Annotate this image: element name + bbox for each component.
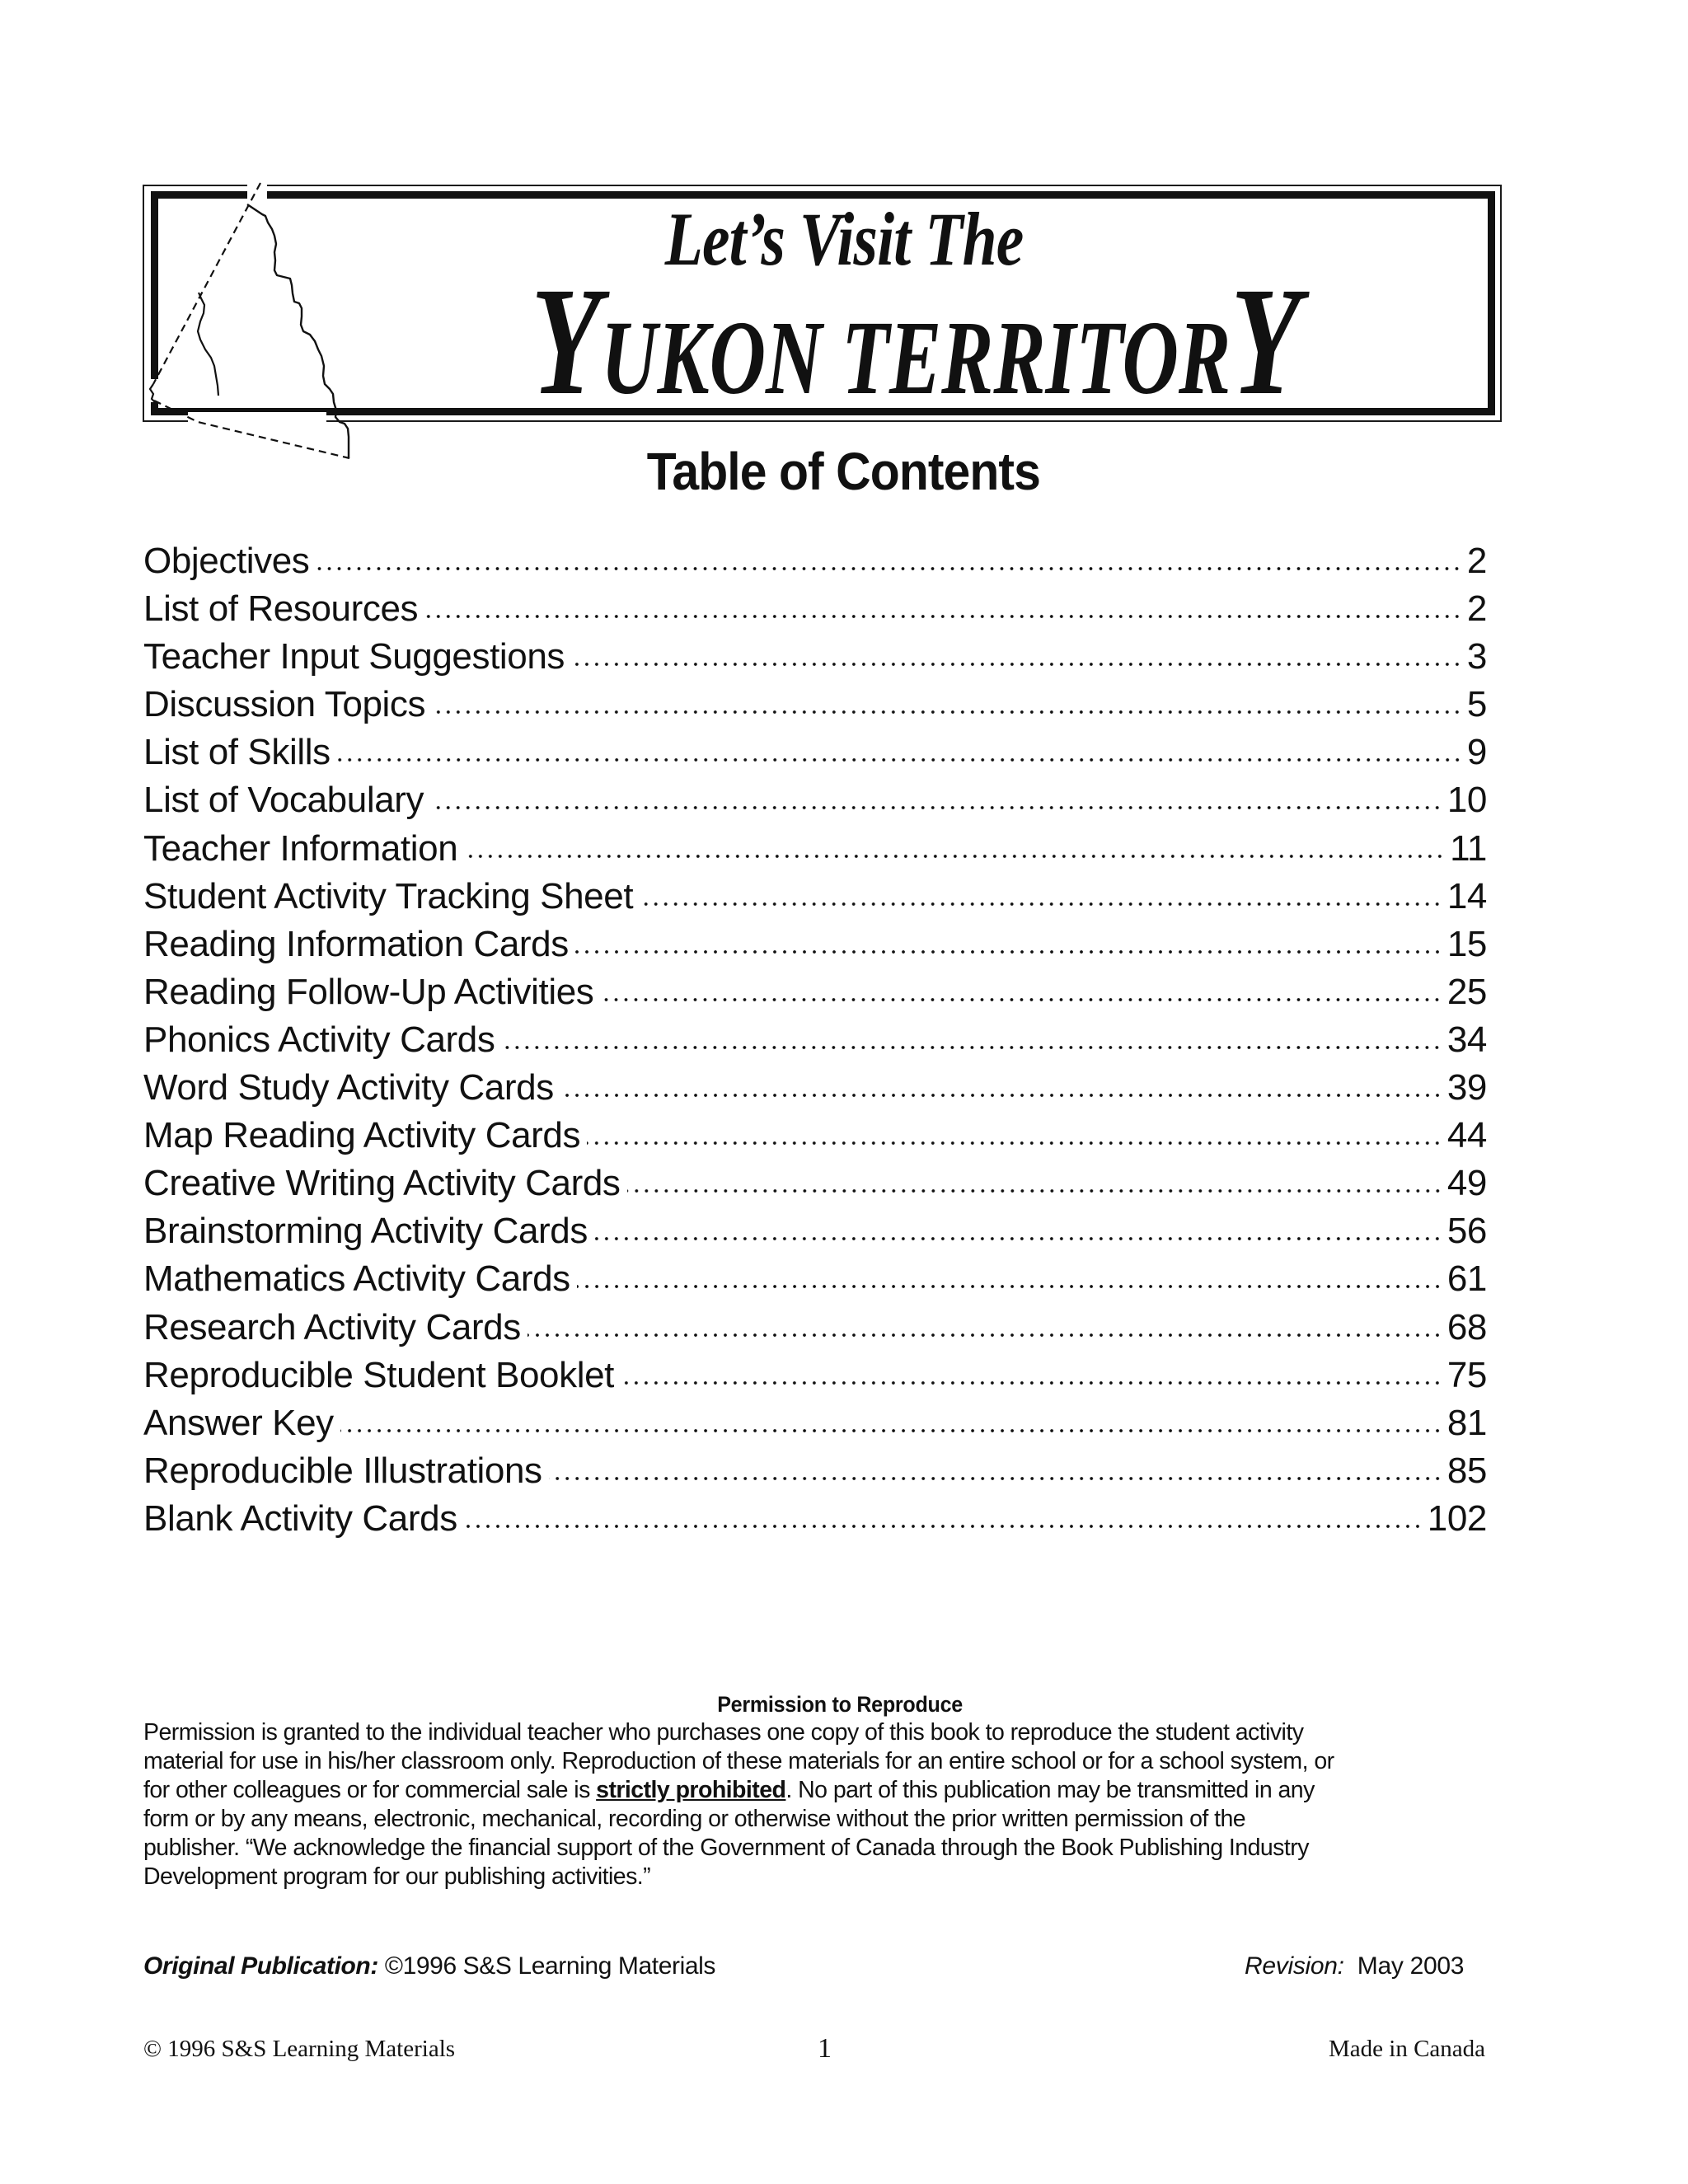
leader-dots xyxy=(464,1524,1423,1529)
toc-entry-page: 2 xyxy=(1466,541,1487,581)
toc-entry[interactable] xyxy=(143,1255,1487,1303)
toc-entry-label: Phonics Activity Cards xyxy=(143,1019,495,1060)
title-small-caps: UKON TERRITOR xyxy=(601,299,1231,416)
permission-heading xyxy=(0,1691,1688,1718)
toc-entry-page: 10 xyxy=(1447,780,1487,821)
toc-entry[interactable] xyxy=(143,1399,1487,1447)
leader-dots xyxy=(621,1380,1442,1385)
title-lets-visit: Let’s Visit The xyxy=(664,197,1024,281)
toc-entry[interactable] xyxy=(143,1207,1487,1255)
leader-dots xyxy=(501,1045,1442,1050)
permission-line xyxy=(143,1776,1503,1805)
permission-text: . No part of this publication may be transmitted in any xyxy=(785,1777,1315,1803)
toc-entry[interactable] xyxy=(143,1447,1487,1495)
leader-dots xyxy=(337,757,1462,762)
toc-entry-page: 49 xyxy=(1447,1163,1487,1204)
footer-page-number: 1 xyxy=(818,2033,832,2064)
toc-entry-page: 39 xyxy=(1447,1067,1487,1108)
strictly-prohibited-emphasis: strictly prohibited xyxy=(596,1777,786,1803)
title-line-2 xyxy=(396,255,1319,427)
toc-entry-page: 9 xyxy=(1466,732,1487,773)
toc-entry[interactable] xyxy=(143,873,1487,921)
leader-dots xyxy=(560,1093,1442,1098)
toc-entry-page: 68 xyxy=(1447,1306,1487,1347)
toc-list xyxy=(143,537,1487,1543)
toc-entry-label: Word Study Activity Cards xyxy=(143,1067,554,1108)
revision-label: Revision: xyxy=(1245,1952,1344,1980)
leader-dots xyxy=(430,805,1442,810)
leader-dots xyxy=(600,997,1442,1002)
original-publication-label: Original Publication: xyxy=(143,1952,378,1980)
toc-entry-label: Map Reading Activity Cards xyxy=(143,1115,581,1156)
toc-entry-label: List of Resources xyxy=(143,588,419,630)
toc-entry-label: Teacher Information xyxy=(143,827,458,869)
toc-entry-label: List of Skills xyxy=(143,732,331,773)
toc-entry[interactable] xyxy=(143,1160,1487,1207)
toc-entry-page: 102 xyxy=(1427,1497,1487,1539)
toc-entry[interactable] xyxy=(143,1112,1487,1160)
revision xyxy=(1245,1952,1464,1981)
toc-entry-page: 3 xyxy=(1466,636,1487,677)
leader-dots xyxy=(549,1476,1442,1481)
toc-entry-page: 61 xyxy=(1447,1258,1487,1300)
toc-entry[interactable] xyxy=(143,1016,1487,1064)
toc-entry[interactable] xyxy=(143,776,1487,824)
leader-dots xyxy=(575,949,1442,954)
toc-heading xyxy=(0,442,1688,501)
revision-value: May 2003 xyxy=(1343,1952,1465,1980)
permission-line: form or by any means, electronic, mechanical, recording or otherwise without the prior written permission of the xyxy=(143,1806,1246,1832)
toc-heading-text: Table of Contents xyxy=(646,442,1040,501)
toc-entry-page: 2 xyxy=(1466,588,1487,630)
title-final-y: Y xyxy=(1231,255,1301,427)
toc-entry[interactable] xyxy=(143,921,1487,968)
toc-entry-label: Creative Writing Activity Cards xyxy=(143,1163,621,1204)
toc-entry-label: Student Activity Tracking Sheet xyxy=(143,875,634,916)
permission-line: publisher. “We acknowledge the financial support of the Government of Canada through the Book Publishing Industry xyxy=(143,1835,1309,1861)
leader-dots xyxy=(316,566,1462,571)
toc-entry-page: 5 xyxy=(1466,684,1487,725)
toc-entry-page: 56 xyxy=(1447,1211,1487,1252)
permission-line: material for use in his/her classroom only. Reproduction of these materials for an entire school or for a school system, or xyxy=(143,1748,1334,1774)
leader-dots xyxy=(432,710,1462,715)
toc-entry-label: Reading Information Cards xyxy=(143,923,569,964)
toc-entry[interactable] xyxy=(143,1304,1487,1352)
toc-entry-page: 25 xyxy=(1447,971,1487,1012)
toc-entry-page: 44 xyxy=(1447,1115,1487,1156)
toc-entry-page: 85 xyxy=(1447,1450,1487,1491)
toc-entry[interactable] xyxy=(143,633,1487,681)
leader-dots xyxy=(640,902,1442,907)
footer-made-in-canada: Made in Canada xyxy=(1329,2036,1486,2062)
leader-dots xyxy=(587,1141,1442,1146)
toc-entry-label: Discussion Topics xyxy=(143,684,426,725)
footer-copyright: © 1996 S&S Learning Materials xyxy=(143,2036,456,2062)
toc-entry-label: Brainstorming Activity Cards xyxy=(143,1211,588,1252)
leader-dots xyxy=(340,1428,1442,1433)
leader-dots xyxy=(528,1333,1442,1338)
leader-dots xyxy=(571,662,1462,667)
toc-entry[interactable] xyxy=(143,729,1487,776)
original-publication-value: ©1996 S&S Learning Materials xyxy=(377,1952,716,1980)
toc-entry-label: Reproducible Student Booklet xyxy=(143,1354,614,1395)
permission-heading-text: Permission to Reproduce xyxy=(717,1692,963,1717)
permission-line: Development program for our publishing activities.” xyxy=(143,1863,651,1890)
toc-entry-page: 15 xyxy=(1447,923,1487,964)
toc-entry[interactable] xyxy=(143,537,1487,585)
toc-entry[interactable] xyxy=(143,1352,1487,1399)
title-yukon-territory xyxy=(531,255,1301,427)
toc-entry[interactable] xyxy=(143,968,1487,1016)
leader-dots xyxy=(594,1236,1442,1241)
toc-entry-label: Objectives xyxy=(143,541,310,581)
permission-text: for other colleagues or for commercial sale is xyxy=(143,1777,597,1803)
toc-entry-page: 14 xyxy=(1447,875,1487,916)
toc-entry-label: List of Vocabulary xyxy=(143,780,424,821)
leader-dots xyxy=(464,854,1445,859)
toc-entry[interactable] xyxy=(143,585,1487,633)
permission-body xyxy=(143,1718,1503,1891)
leader-dots xyxy=(577,1284,1442,1289)
toc-entry-label: Blank Activity Cards xyxy=(143,1497,457,1539)
toc-entry-label: Reproducible Illustrations xyxy=(143,1450,542,1491)
toc-entry[interactable] xyxy=(143,681,1487,729)
toc-entry[interactable] xyxy=(143,1495,1487,1543)
toc-entry-label: Answer Key xyxy=(143,1402,334,1443)
toc-entry-page: 81 xyxy=(1447,1402,1487,1443)
leader-dots xyxy=(627,1188,1442,1193)
toc-entry-label: Teacher Input Suggestions xyxy=(143,636,565,677)
toc-entry-page: 34 xyxy=(1447,1019,1487,1060)
toc-entry-label: Mathematics Activity Cards xyxy=(143,1258,570,1300)
toc-entry-page: 75 xyxy=(1447,1354,1487,1395)
toc-entry-label: Research Activity Cards xyxy=(143,1306,521,1347)
original-publication xyxy=(143,1952,715,1981)
toc-entry-page: 11 xyxy=(1450,827,1487,869)
permission-line: Permission is granted to the individual teacher who purchases one copy of this book to reproduce the student activity xyxy=(143,1719,1304,1746)
title-initial-y: Y xyxy=(531,255,602,427)
toc-entry[interactable] xyxy=(143,825,1487,873)
leader-dots xyxy=(424,614,1462,619)
toc-entry[interactable] xyxy=(143,1064,1487,1112)
toc-entry-label: Reading Follow-Up Activities xyxy=(143,971,594,1012)
